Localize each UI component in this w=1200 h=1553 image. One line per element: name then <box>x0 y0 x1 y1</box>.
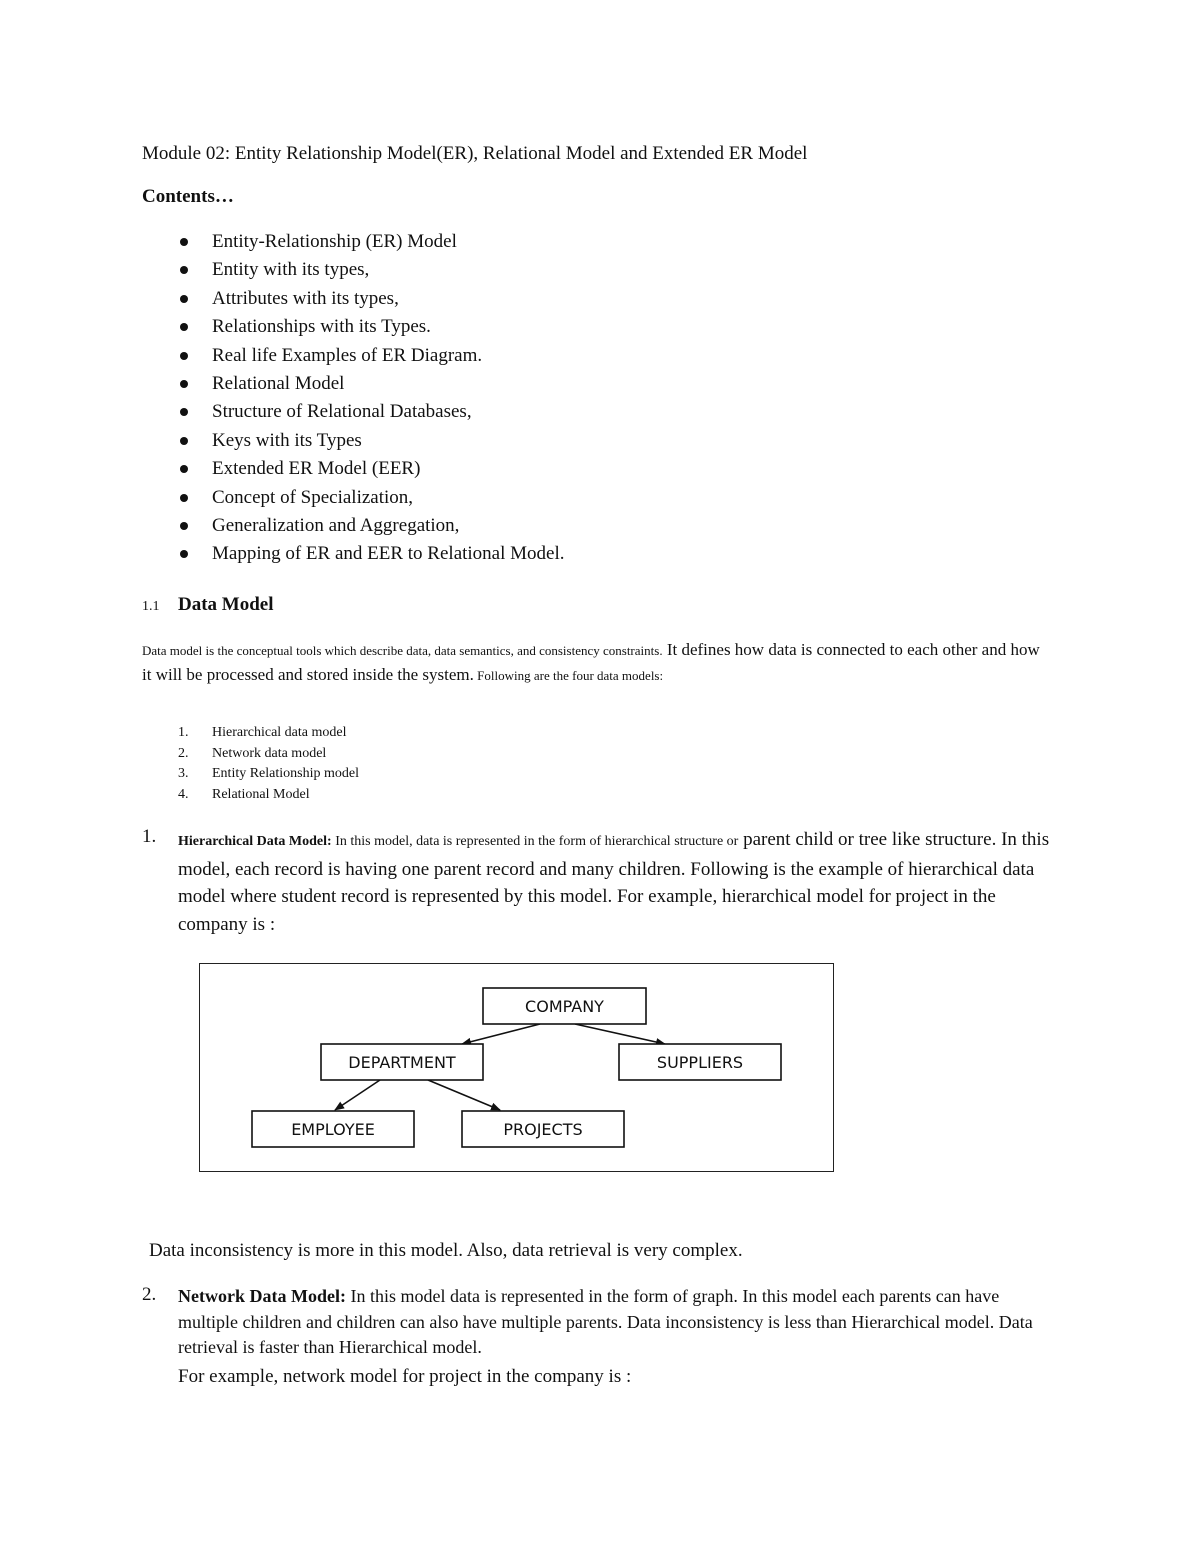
page-title: Module 02: Entity Relationship Model(ER), Relational Model and Extended ER Model <box>142 143 808 164</box>
item-number: 1. <box>142 826 157 847</box>
bullet-icon <box>180 550 188 558</box>
bullet-icon <box>180 465 188 473</box>
document-page: Module 02: Entity Relationship Model(ER), Relational Model and Extended ER Model Contents… Entity-Relationship (ER) Model Entity with its types, Attributes with its types, Relationships with its Types. Real life Examples of ER Diagram. Relational Model Structure of Relational Databases, Keys with its Types Extended ER Model (EER) Concept of Specialization, Generalization and Aggregation, Mapping of ER and EER to Relational Model. 1.1 Data Model Data model is the conceptual tools which describe data, data semantics, and consistency constraints. It defines how data is connected to each other and how it will be processed and stored inside the system. Following are the four data models: 1. Hierarchical data model 2. Network data model 3. Entity Relationship model 4. Relational Model 1. Hierarchical Data Model: In this model, data is represented in the form of hierarchical structure or parent child or tree like structure. In this model, each record is having one parent record and many children. Following is the example of hierarchical data model where student record is represented by this model. For example, hierarchical model for project in the company is : COMPANY DEPARTMENT SUPPLIERS EMPLOYEE PROJECTS Data inconsistency is more in this model. Also, data retrieval is very complex. 2. Network Data Model: In this model data is represented in the form of graph. In this model each parents can have multiple children and children can also have multiple parents. Data inconsistency is less than Hierarchical model. Data retrieval is faster than Hierarchical model. For example, network model for project in the company is : <box>0 0 1200 1553</box>
arrow-department-projects <box>428 1080 500 1110</box>
section-number: 1.1 <box>142 599 160 614</box>
section-heading <box>142 594 274 616</box>
arrow-company-suppliers <box>575 1024 665 1044</box>
svg-text:COMPANY: COMPANY <box>525 997 604 1016</box>
hierarchical-diagram <box>199 963 834 1172</box>
node-company <box>483 988 646 1024</box>
arrow-department-employee <box>335 1080 380 1110</box>
svg-text:SUPPLIERS: SUPPLIERS <box>656 1053 744 1072</box>
bullet-icon <box>180 408 188 416</box>
bullet-icon <box>180 437 188 445</box>
svg-text:DEPARTMENT: DEPARTMENT <box>348 1053 456 1072</box>
node-department <box>321 1044 483 1080</box>
item-body: Hierarchical Data Model: In this model, data is represented in the form of hierarchical structure or parent child or tree like structure. In this model, each record is having one parent record and many children. Following is the example of hierarchical data model where student record is represented by this model. For example, hierarchical model for project in the company is : <box>178 829 1050 935</box>
bullet-icon <box>180 352 188 360</box>
network-example-line: For example, network model for project in the company is : <box>178 1365 632 1387</box>
inconsistency-note: Data inconsistency is more in this model. Also, data retrieval is very complex. <box>149 1240 743 1261</box>
data-model-paragraph: Data model is the conceptual tools which describe data, data semantics, and consistency constraints. It defines how data is connected to each other and how it will be processed and stored inside the system. Following are the four data models: <box>142 640 1040 684</box>
bullet-icon <box>180 238 188 246</box>
contents-heading: Contents… <box>142 186 234 207</box>
node-suppliers <box>619 1044 781 1080</box>
bullet-icon <box>180 380 188 388</box>
diagram-svg <box>200 964 835 1173</box>
bullet-icon <box>180 295 188 303</box>
bullet-icon <box>180 266 188 274</box>
svg-text:EMPLOYEE: EMPLOYEE <box>291 1120 375 1139</box>
bullet-icon <box>180 494 188 502</box>
node-employee <box>252 1111 414 1147</box>
item-number: 2. <box>142 1284 157 1305</box>
item-body: Network Data Model: In this model data is represented in the form of graph. In this model each parents can have multiple children and children can also have multiple parents. Data inconsistency is less than Hierarchical model. Data retrieval is faster than Hierarchical model. For example, network model for project in the company is : <box>178 1284 1058 1389</box>
bullet-icon <box>180 522 188 530</box>
node-projects <box>462 1111 624 1147</box>
svg-text:PROJECTS: PROJECTS <box>503 1120 583 1139</box>
arrow-company-department <box>462 1024 540 1044</box>
section-title: Data Model <box>178 594 274 615</box>
bullet-icon <box>180 323 188 331</box>
